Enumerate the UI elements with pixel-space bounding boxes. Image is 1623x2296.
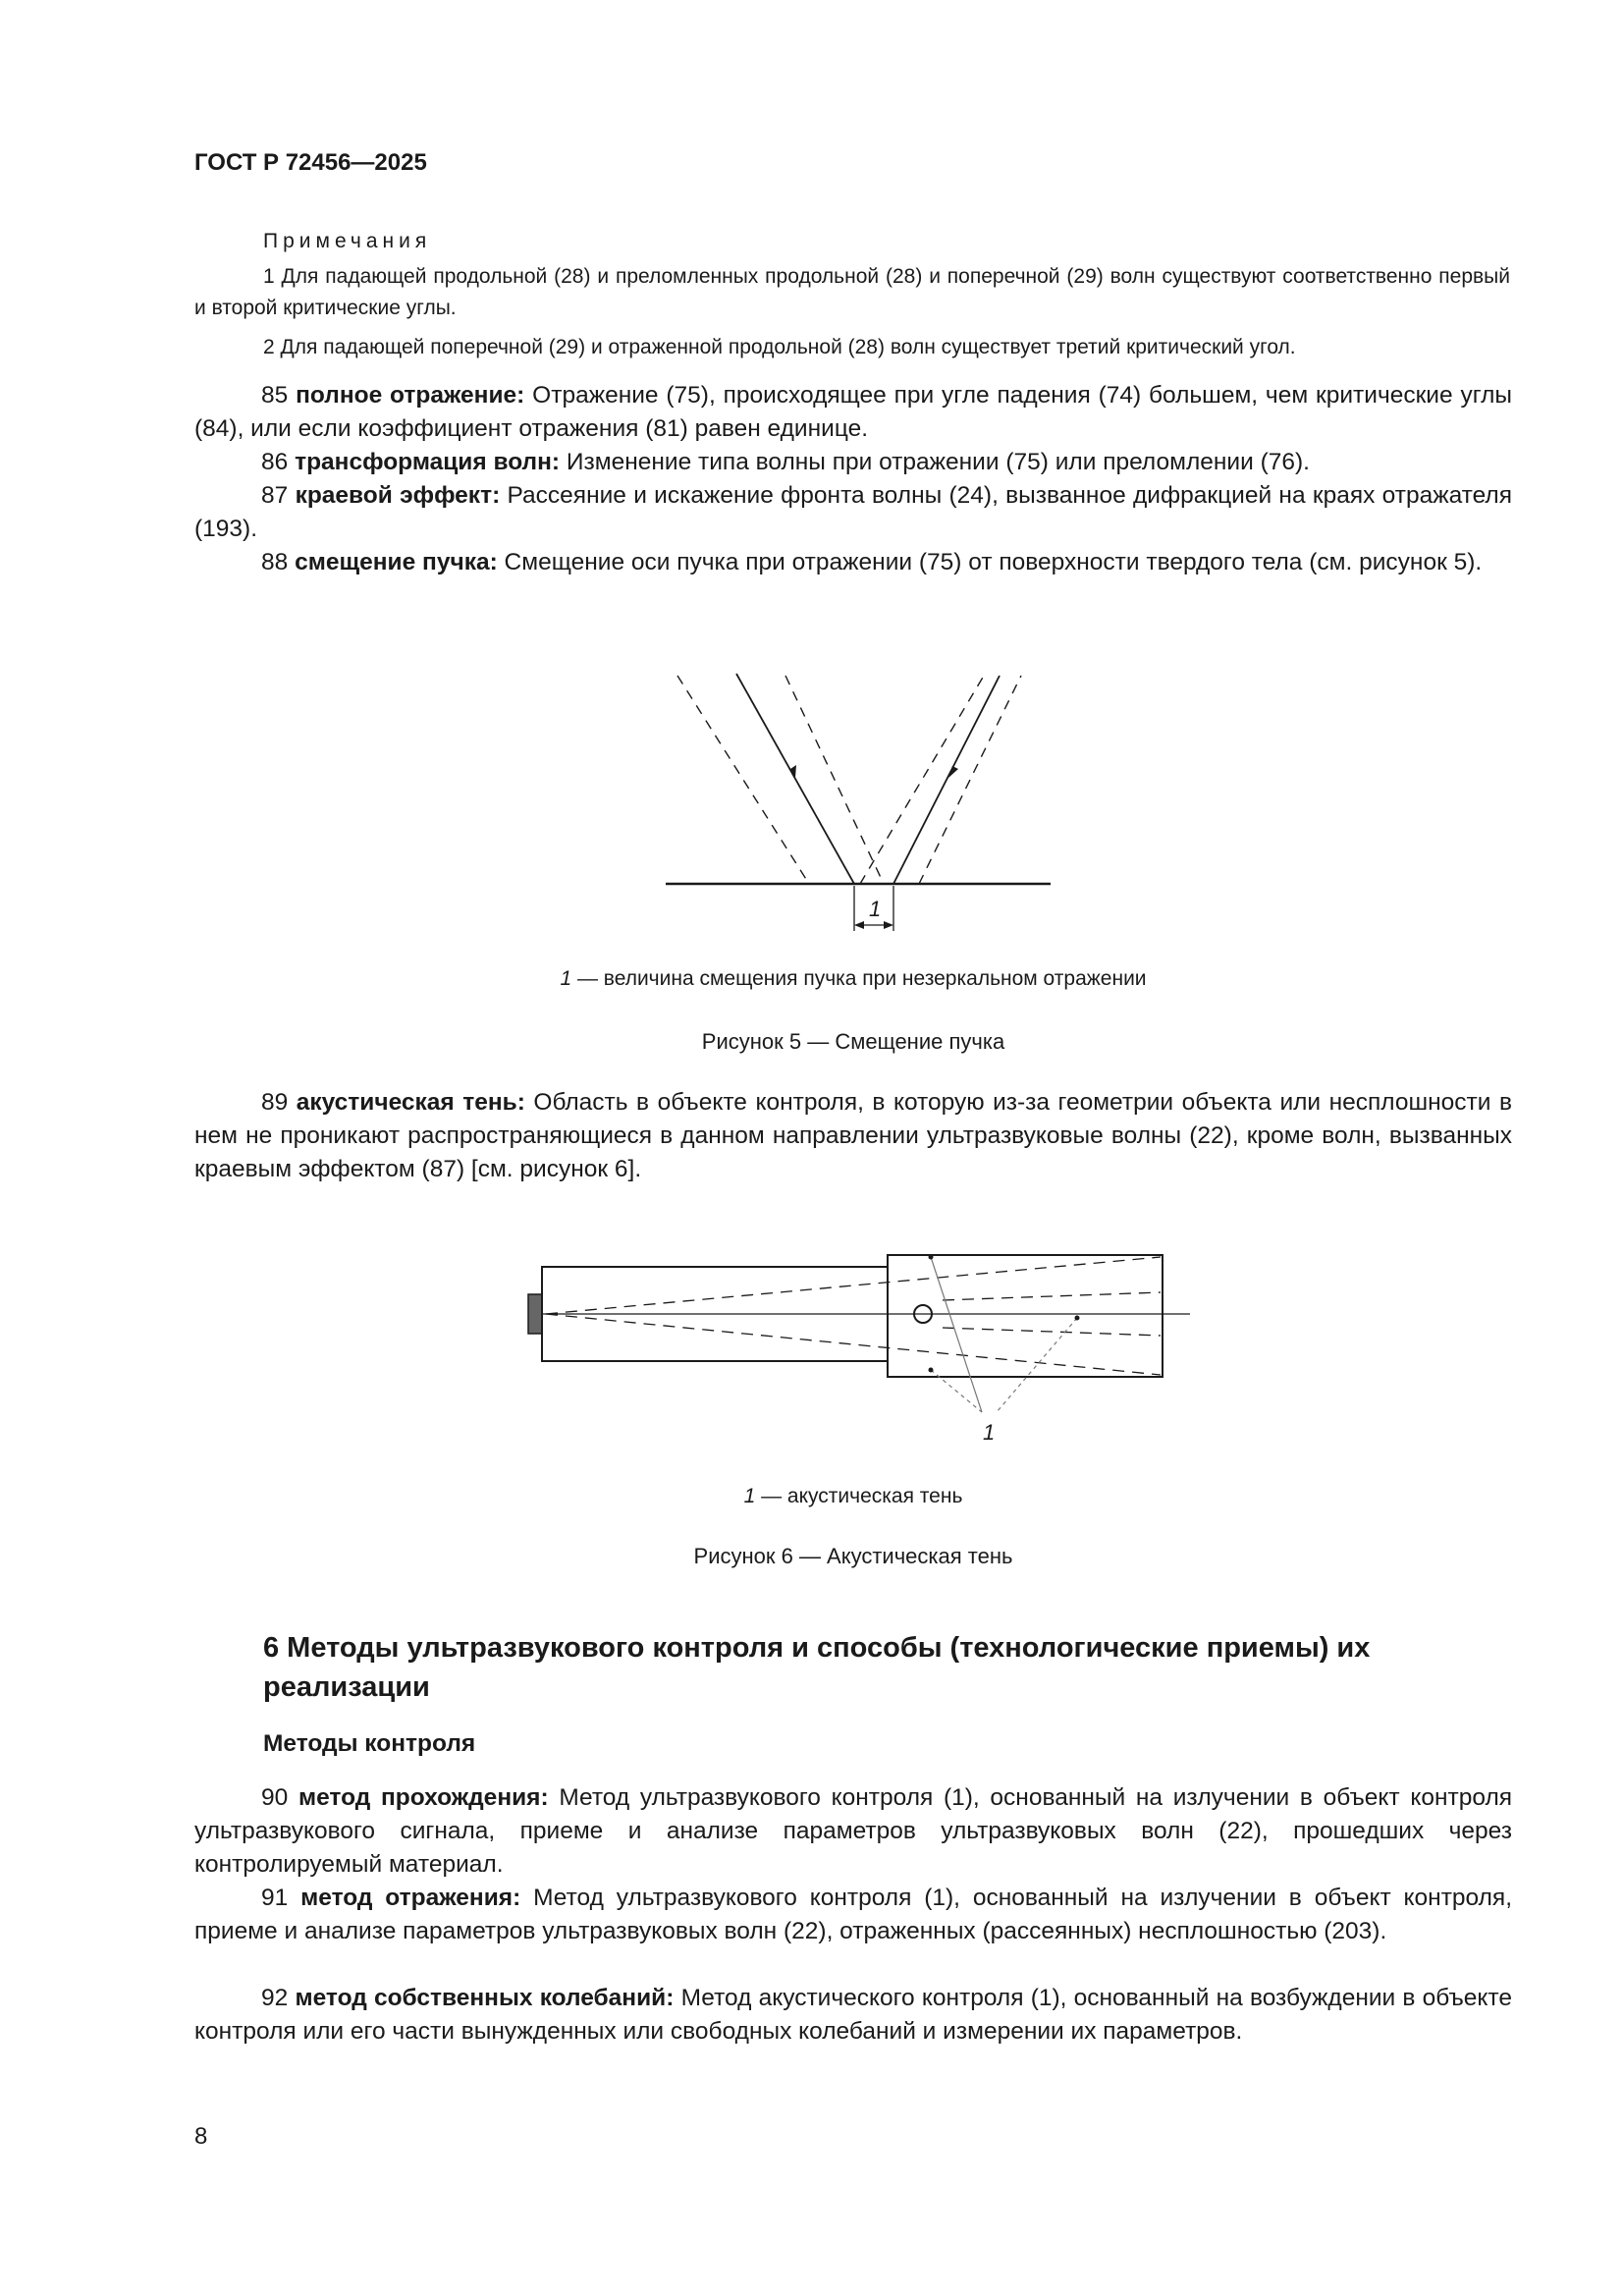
term-title: трансформация волн: [295,449,561,475]
term-number: 90 [261,1784,289,1811]
callout-leader-1 [931,1257,982,1412]
shadow-boundary-upper [943,1292,1161,1300]
shadow-boundary-lower [943,1328,1161,1336]
incident-beam-edge-right [785,676,884,884]
page-number: 8 [194,2123,208,2150]
legend-text: — акустическая тень [755,1485,963,1507]
term-number: 92 [261,1985,289,2011]
dimension-arrow-right [884,921,893,929]
figure-5-callout-label: 1 [869,897,882,921]
reflected-beam-edge-left [860,676,984,884]
callout-point [929,1255,934,1260]
notes-title: Примечания [263,230,432,252]
figure-5-beam-displacement-diagram [0,668,1623,943]
term-title: полное отражение: [296,382,525,409]
term-definition: Отражение (75), происходящее при угле падения (74) большем, чем критические углы (84), или если коэффициент отражения (81) равен единице. [194,382,1512,442]
term-number: 88 [261,549,289,575]
term-entry [194,446,1512,479]
term-title: метод собственных колебаний: [295,1985,675,2011]
term-title: метод прохождения: [298,1784,549,1811]
term-entry [194,379,1512,446]
figure-6-callout-label: 1 [983,1420,996,1445]
callout-point [1075,1316,1080,1321]
transducer-element [528,1294,542,1334]
reflected-beam-edge-right [919,676,1021,884]
term-definition: Метод ультразвукового контроля (1), основанный на излучении в объект контроля ультразвукового сигнала, приеме и анализе параметров ультразвуковых волн (22), прошедших через контролируемый материал. [194,1784,1513,1878]
term-definition: Метод акустического контроля (1), основанный на возбуждении в объекте контроля или его части вынужденных или свободных колебаний и измерении их параметров. [194,1985,1513,2045]
note-item: 1 Для падающей продольной (28) и преломленных продольной (28) и поперечной (29) волн существуют соответственно первый и второй критические углы. [194,265,1510,319]
note-item: 2 Для падающей поперечной (29) и отраженной продольной (28) волн существует третий критический угол. [263,336,1296,358]
term-entry [194,1982,1512,2049]
document-standard-number: ГОСТ Р 72456—2025 [194,149,427,176]
term-definition: Рассеяние и искажение фронта волны (24), вызванное дифракцией на краях отражателя (193). [194,482,1512,542]
term-definition: Метод ультразвукового контроля (1), основанный на излучении в объект контроля, приеме и анализе параметров ультразвуковых волн (22), отраженных (рассеянных) несплошностью (203). [194,1885,1513,1944]
term-definition: Область в объекте контроля, в которую из-за геометрии объекта или несплошности в нем не проникают распространяющиеся в данном направлении ультразвуковые волны (22), кроме волн, вызванных краевым эффектом (87) [см. рисунок 6]. [194,1089,1512,1182]
term-title: смещение пучка: [295,549,498,575]
term-entry [194,1781,1512,1882]
figure-5-legend [194,967,1512,991]
term-number: 86 [261,449,289,475]
incident-beam-axis [736,674,854,884]
term-title: акустическая тень: [296,1089,525,1116]
term-title: метод отражения: [300,1885,521,1911]
term-number: 87 [261,482,289,509]
legend-number: 1 [743,1485,756,1507]
legend-text: — величина смещения пучка при незеркальном отражении [571,967,1147,990]
term-definition: Смещение оси пучка при отражении (75) от поверхности твердого тела (см. рисунок 5). [497,549,1483,575]
term-number: 91 [261,1885,289,1911]
term-entry [194,1882,1512,1948]
reflected-beam-axis [893,676,1000,884]
term-entry [194,479,1512,546]
term-entry [194,546,1512,579]
figure-6-legend [194,1485,1512,1508]
beam-edge-upper [546,1257,1161,1314]
figure-6-caption: Рисунок 6 — Акустическая тень [693,1544,1013,1568]
term-entry [194,1086,1512,1186]
term-number: 89 [261,1089,289,1116]
section-heading: 6 Методы ультразвукового контроля и способы (технологические приемы) их реализации [263,1632,1371,1703]
test-object [888,1255,1163,1377]
subsection-heading: Методы контроля [263,1730,476,1757]
callout-point [929,1368,934,1373]
dimension-arrow-left [854,921,864,929]
figure-6-acoustic-shadow-diagram [0,1237,1623,1463]
incident-beam-edge-left [677,676,809,884]
term-title: краевой эффект: [295,482,501,509]
figure-5-caption: Рисунок 5 — Смещение пучка [701,1029,1005,1054]
legend-number: 1 [560,967,572,990]
term-number: 85 [261,382,289,409]
term-definition: Изменение типа волны при отражении (75) или преломлении (76). [560,449,1310,475]
beam-edge-lower [546,1314,1161,1375]
